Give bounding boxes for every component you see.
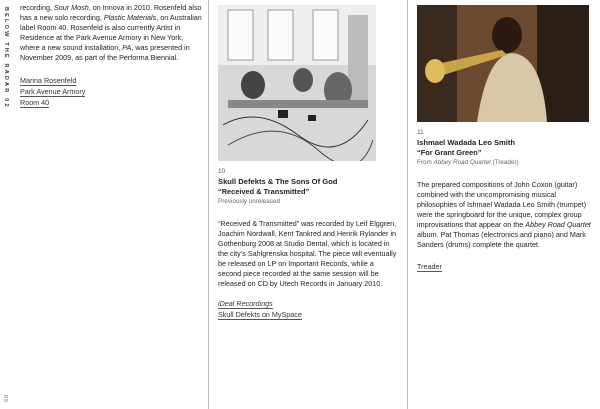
column-divider: [407, 0, 408, 409]
paragraph: [20, 3, 202, 63]
description: “Received & Transmitted” was recorded by Leif Elggren, Joachim Nordwall, Kent Tankred and Henrik Rylander in Gothenburg 2008 at Studio Dental, which is located in the city’s Sahlgrenska hospital. The piece will eventually be released on LP on Important Records, while a second piece recorded at the same session will be released on CD by Utech Records in January 2010.: [218, 219, 397, 288]
album-title: Sour Mosh: [53, 3, 89, 12]
text: recording,: [20, 3, 54, 12]
description: [417, 180, 597, 250]
track-number: 11: [417, 129, 424, 136]
track-number: 10: [218, 168, 226, 175]
link-skull-defekts-myspace[interactable]: Skull Defekts on MySpace: [218, 310, 302, 319]
text: , was presented in November 2009, as part of the Performa Biennial.: [20, 43, 190, 62]
column-2: [218, 0, 398, 321]
studio-photo: [218, 5, 376, 161]
column-1: [20, 3, 202, 109]
link-marina-rosenfeld[interactable]: Marina Rosenfeld: [20, 76, 77, 85]
album-title: Abbey Road Quartet: [433, 159, 491, 166]
track-source: Previously unreleased: [218, 198, 280, 205]
artist-name: Skull Defekts & The Sons Of God: [218, 177, 338, 186]
section-title-text: BELOW THE RADAR 02: [3, 7, 9, 109]
text: (Treader): [490, 159, 519, 166]
track-title: “Received & Transmitted”: [218, 187, 310, 196]
artist-name: Ishmael Wadada Leo Smith: [417, 138, 516, 147]
text: From: [417, 159, 434, 166]
link-room-40[interactable]: Room 40: [20, 98, 50, 107]
column-divider: [208, 0, 209, 409]
work-title: PA: [122, 43, 132, 52]
album-title: Plastic Materials: [103, 13, 157, 22]
link-ideal-recordings[interactable]: iDeal Recordings: [218, 299, 273, 308]
section-title: [2, 4, 10, 114]
track-title: “For Grant Green”: [417, 148, 482, 157]
text: , on Innova in 2010. Rosenfeld also has a new solo recording,: [20, 3, 202, 22]
column-3: [417, 0, 597, 273]
text: album. Pat Thomas (electronics and piano) and Mark Sanders (drums) complete the quartet.: [417, 230, 586, 249]
text: The prepared compositions of John Coxon (guitar) combined with the uncompromising musical philosophies of Ishmael Wadada Leo Smith (trumpet) were the springboard for the unique, complex group improvisations that appear on the: [417, 180, 587, 229]
page-number: 05: [2, 394, 9, 404]
trumpet-player-photo: [417, 5, 589, 122]
album-title: Abbey Road Quartet: [525, 220, 591, 229]
link-treader[interactable]: Treader: [417, 262, 442, 271]
text: , on Australian label Room 40. Rosenfeld is also currently Artist in Residence at the Park Avenue Armory in New York, where a new sound installation,: [20, 13, 202, 52]
link-park-avenue-armory[interactable]: Park Avenue Armory: [20, 87, 86, 96]
track-source: [417, 158, 597, 168]
